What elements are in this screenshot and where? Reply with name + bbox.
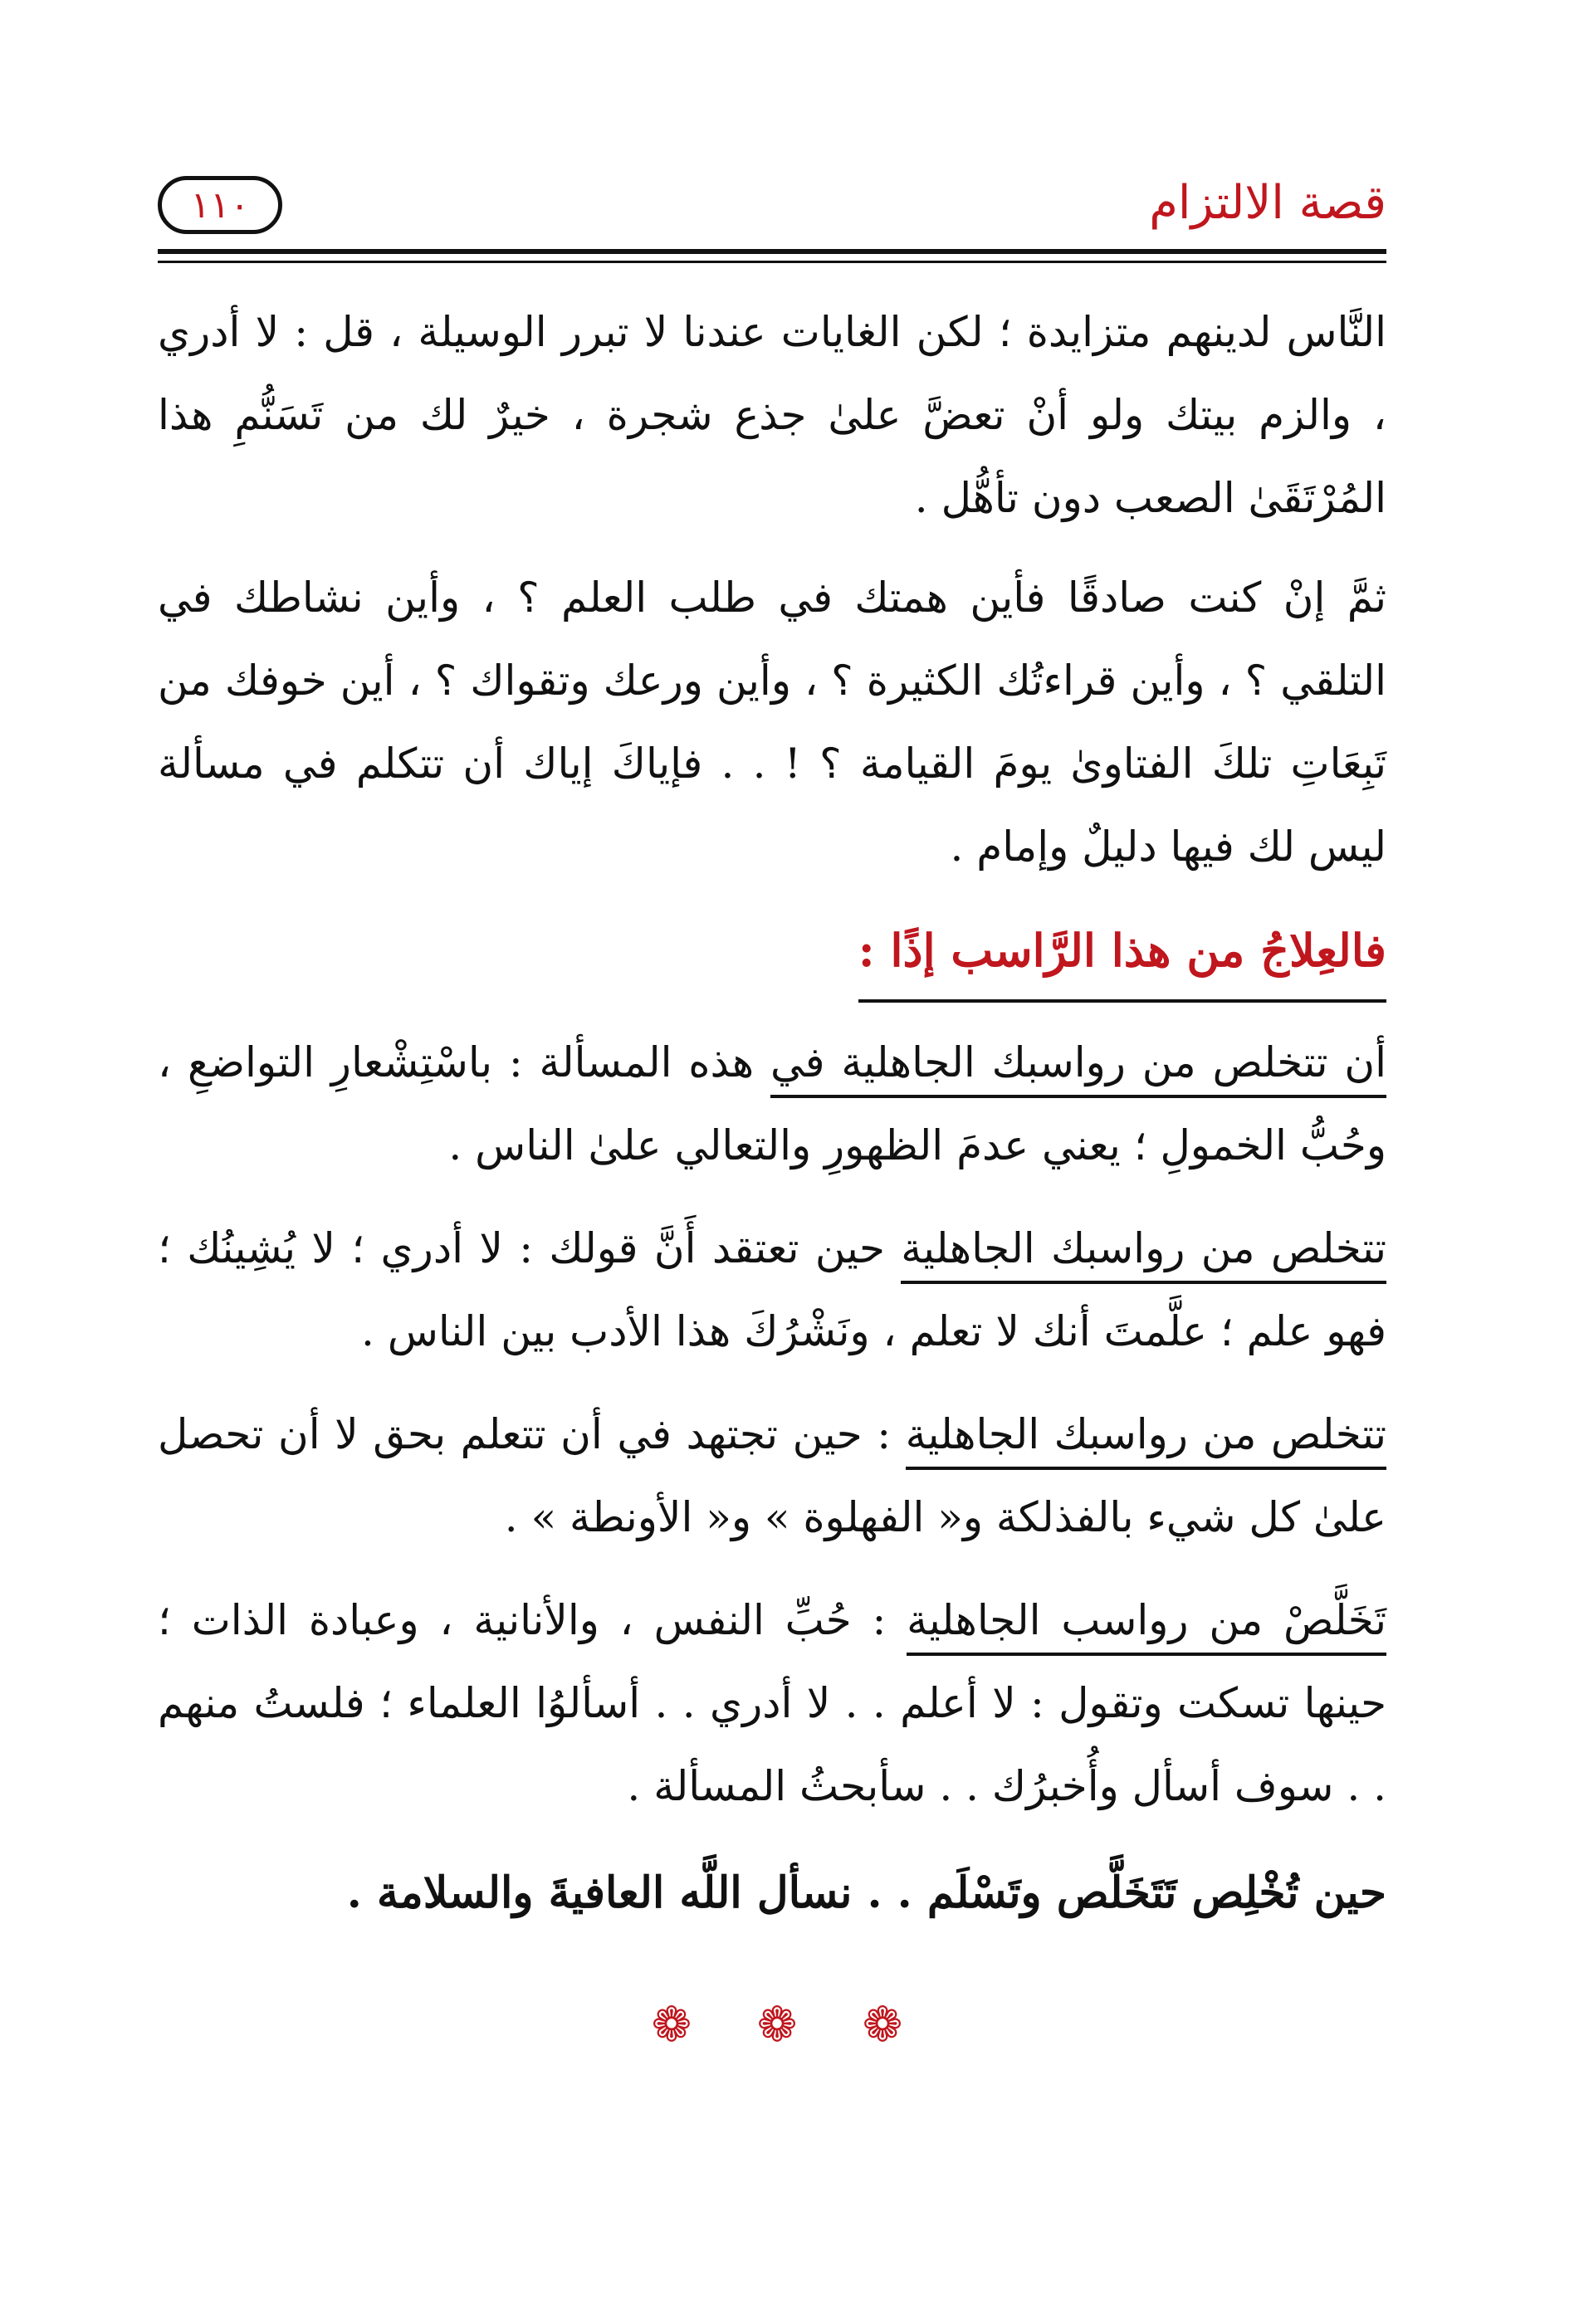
remedy-item-lead: أن تتخلص من رواسبك الجاهلية في (770, 1038, 1386, 1098)
closing-line: حين تُخْلِص تَتَخَلَّص وتَسْلَم . . نسأل اللَّه العافيةَ والسلامة . (346, 1868, 1386, 1918)
paragraph-2: ثمَّ إنْ كنت صادقًا فأين همتك في طلب العلم ؟ ، وأين نشاطك في التلقي ؟ ، وأين قراءتُك الكثيرة ؟ ، وأين ورعك وتقواك ؟ ، أين خوفك من تَبِعَاتِ تلكَ الفتاوىٰ يومَ القيامة ؟ ! . . فإياكَ إياك أن تتكلم في مسألة ليس لك فيها دليلٌ وإمام . (158, 574, 1386, 871)
section-heading (158, 905, 1386, 1003)
page-header (158, 166, 1386, 257)
remedy-item-text: هذه المسألة : باسْتِشْعارِ التواضعِ ، وحُبُّ الخمولِ ؛ يعني عدمَ الظهورِ والتعالي علىٰ الناس . (158, 1038, 1386, 1169)
remedy-item-text: : حين تجتهد في أن تتعلم بحق لا أن تحصل علىٰ كل شيء بالفذلكة و« الفهلوة » و« الأونطة » . (158, 1410, 1386, 1541)
book-title: قصة الالتزام (1149, 176, 1386, 230)
remedy-item-lead: تتخلص من رواسبك الجاهلية (906, 1410, 1386, 1470)
remedy-item-2 (158, 1207, 1386, 1373)
page-number-badge: ١١٠ (158, 176, 282, 234)
section-end-ornament: ❁ ❁ ❁ (651, 1996, 928, 2053)
remedy-item-3 (158, 1393, 1386, 1559)
remedy-item-lead: تتخلص من رواسبك الجاهلية (901, 1224, 1386, 1284)
remedy-item-text: حين تعتقد أَنَّ قولك : لا أدري ؛ لا يُشِينُك ؛ فهو علم ؛ علَّمتَ أنك لا تعلم ، ونَشْرُكَ هذا الأدب بين الناس . (158, 1224, 1386, 1355)
header-rule-thin (158, 261, 1386, 263)
remedy-item-1 (158, 1021, 1386, 1187)
header-rule-thick (158, 249, 1386, 254)
page-body (158, 290, 1386, 1939)
remedy-item-4 (158, 1579, 1386, 1828)
section-heading-text: فالعِلاجُ من هذا الرَّاسب إذًا : (858, 905, 1386, 1003)
remedy-item-lead: تَخَلَّصْ من رواسب الجاهلية (907, 1596, 1386, 1656)
remedy-item-text: : حُبِّ النفس ، والأنانية ، وعبادة الذات ؛ حينها تسكت وتقول : لا أعلم . . لا أدري . . أسألوُا العلماء ؛ فلستُ منهم . . سوف أسأل وأُخبرُك . . سأبحثُ المسألة . (158, 1596, 1386, 1810)
paragraph-1: النَّاس لدينهم متزايدة ؛ لكن الغايات عندنا لا تبرر الوسيلة ، قل : لا أدري ، والزم بيتك ولو أنْ تعضَّ علىٰ جذع شجرة ، خيرٌ لك من تَسَنُّمِ هذا المُرْتَقَىٰ الصعب دون تأهُّل . (158, 308, 1386, 522)
